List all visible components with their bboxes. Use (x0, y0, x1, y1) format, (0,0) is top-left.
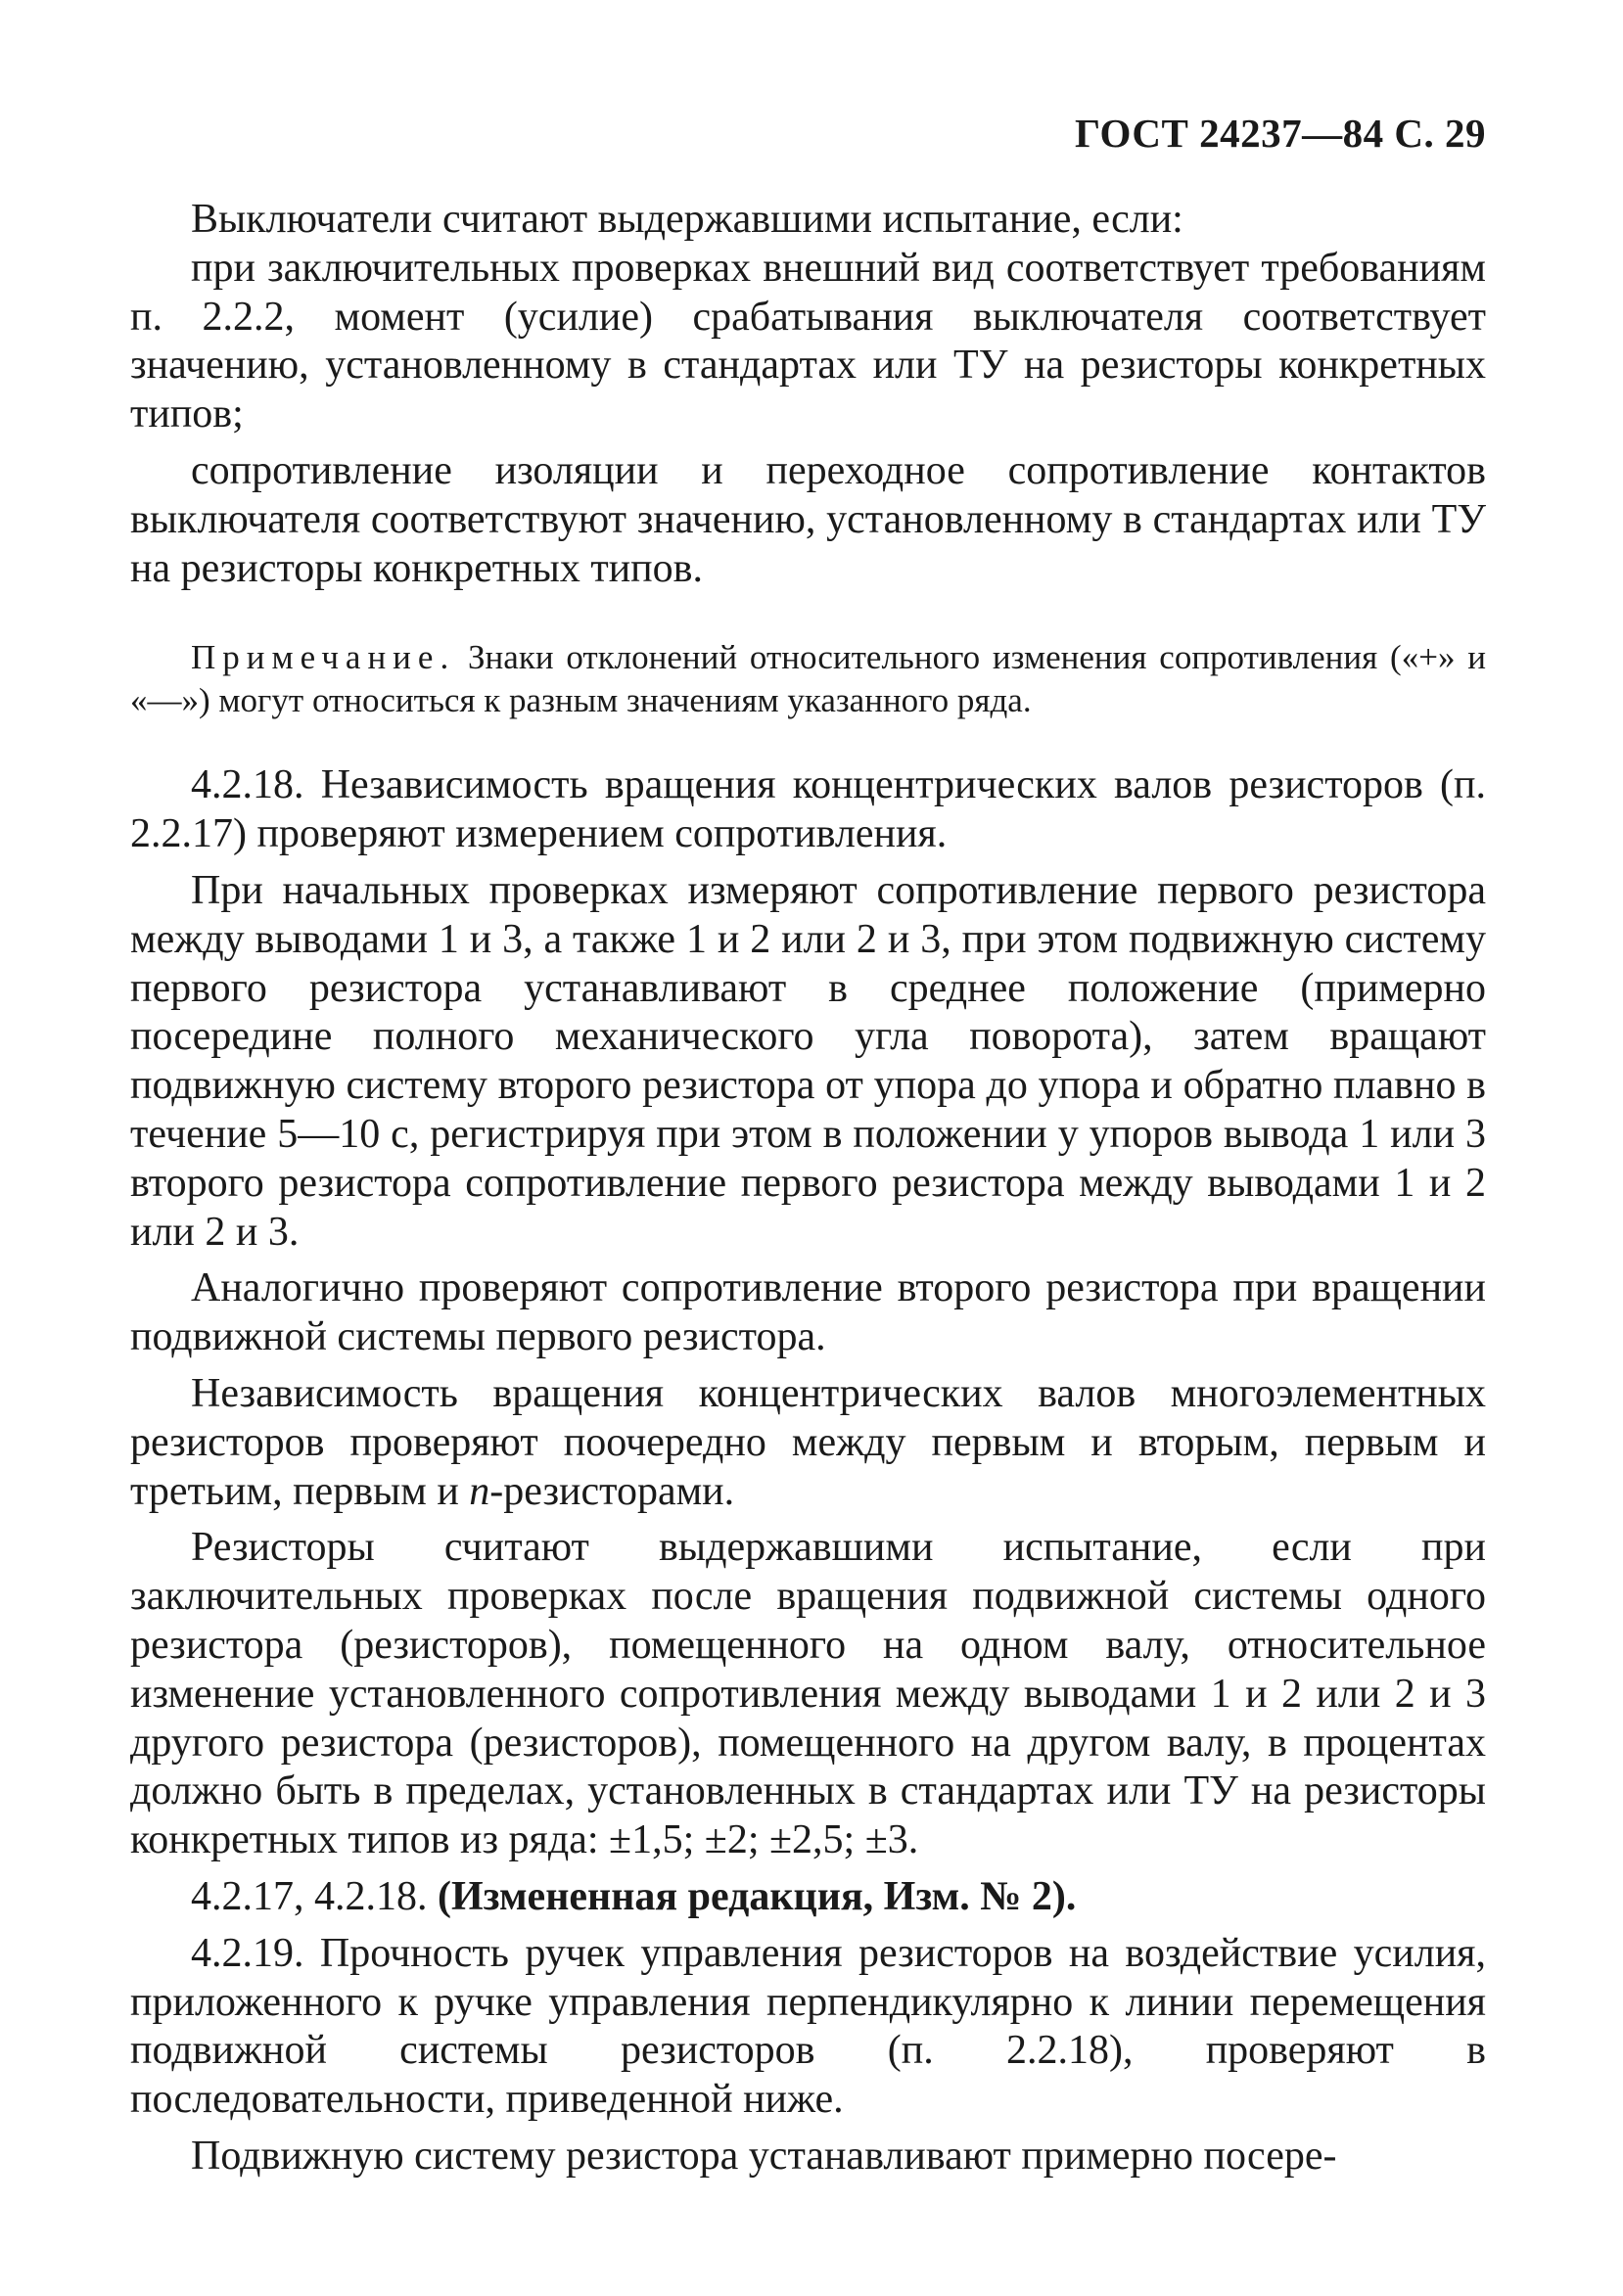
paragraph-part: Независимость вращения концентрических валов многоэлементных резисторов проверяют поочередно между первым и вторым, первым и третьим, первым и (130, 1370, 1486, 1514)
paragraph-part: 4.2.17, 4.2.18. (191, 1873, 438, 1919)
note-text: Знаки отклонений относительного изменения сопротивления («+» и «—») могут относиться к разным значениям указанного ряда. (130, 638, 1486, 720)
note (130, 636, 1486, 722)
paragraph: Подвижную систему резистора устанавливают примерно посере- (191, 2133, 1337, 2179)
paragraph: Выключатели считают выдержавшими испытание, если: (191, 197, 1183, 242)
paragraph: 4.2.18. Независимость вращения концентрических валов резисторов (п. 2.2.17) проверяют измерением сопротивления. (130, 762, 1486, 857)
paragraph: Аналогично проверяют сопротивление второго резистора при вращении подвижной системы первого резистора. (130, 1265, 1486, 1360)
paragraph (130, 1873, 1486, 1922)
paragraph: При начальных проверках измеряют сопротивление первого резистора между выводами 1 и 3, а также 1 и 2 или 2 и 3, при этом подвижную систему первого резистора устанавливают в среднее положение (примерно посередине полного механического угла поворота), затем вращают подвижную систему второго резистора от упора до упора и обратно плавно в течение 5—10 с, регистрируя при этом в положении у упоров вывода 1 или 3 второго резистора сопротивление первого резистора между выводами 1 и 2 или 2 и 3. (130, 867, 1486, 1255)
paragraph: при заключительных проверках внешний вид соответствует требованиям п. 2.2.2, момент (усилие) срабатывания выключателя соответствует значению, установленному в стандартах или ТУ на резисторы конкретных типов; (130, 245, 1486, 437)
paragraph (130, 1370, 1486, 1516)
page-header: ГОСТ 24237—84 С. 29 (1074, 111, 1486, 156)
amendment-note: (Измененная редакция, Изм. № 2). (438, 1873, 1077, 1919)
paragraph-part: -резисторами. (489, 1468, 735, 1514)
paragraph: сопротивление изоляции и переходное сопротивление контактов выключателя соответствуют значению, установленному в стандартах или ТУ на резисторы конкретных типов. (130, 447, 1486, 591)
body-text (130, 196, 1486, 2181)
note-label: Примечание. (191, 638, 456, 677)
paragraph: Резисторы считают выдержавшими испытание, если при заключительных проверках после вращения подвижной системы одного резистора (резисторов), помещенного на одном валу, относительное изменение установленного сопротивления между выводами 1 и 2 или 2 и 3 другого резистора (резисторов), помещенного на другом валу, в процентах должно быть в пределах, установленных в стандартах или ТУ на резисторы конкретных типов из ряда: ±1,5; ±2; ±2,5; ±3. (130, 1525, 1486, 1863)
paragraph: 4.2.19. Прочность ручек управления резисторов на воздействие усилия, приложенного к ручке управления перпендикулярно к линии перемещения подвижной системы резисторов (п. 2.2.18), проверяют в последовательности, приведенной ниже. (130, 1930, 1486, 2123)
variable-n: n (469, 1468, 490, 1514)
